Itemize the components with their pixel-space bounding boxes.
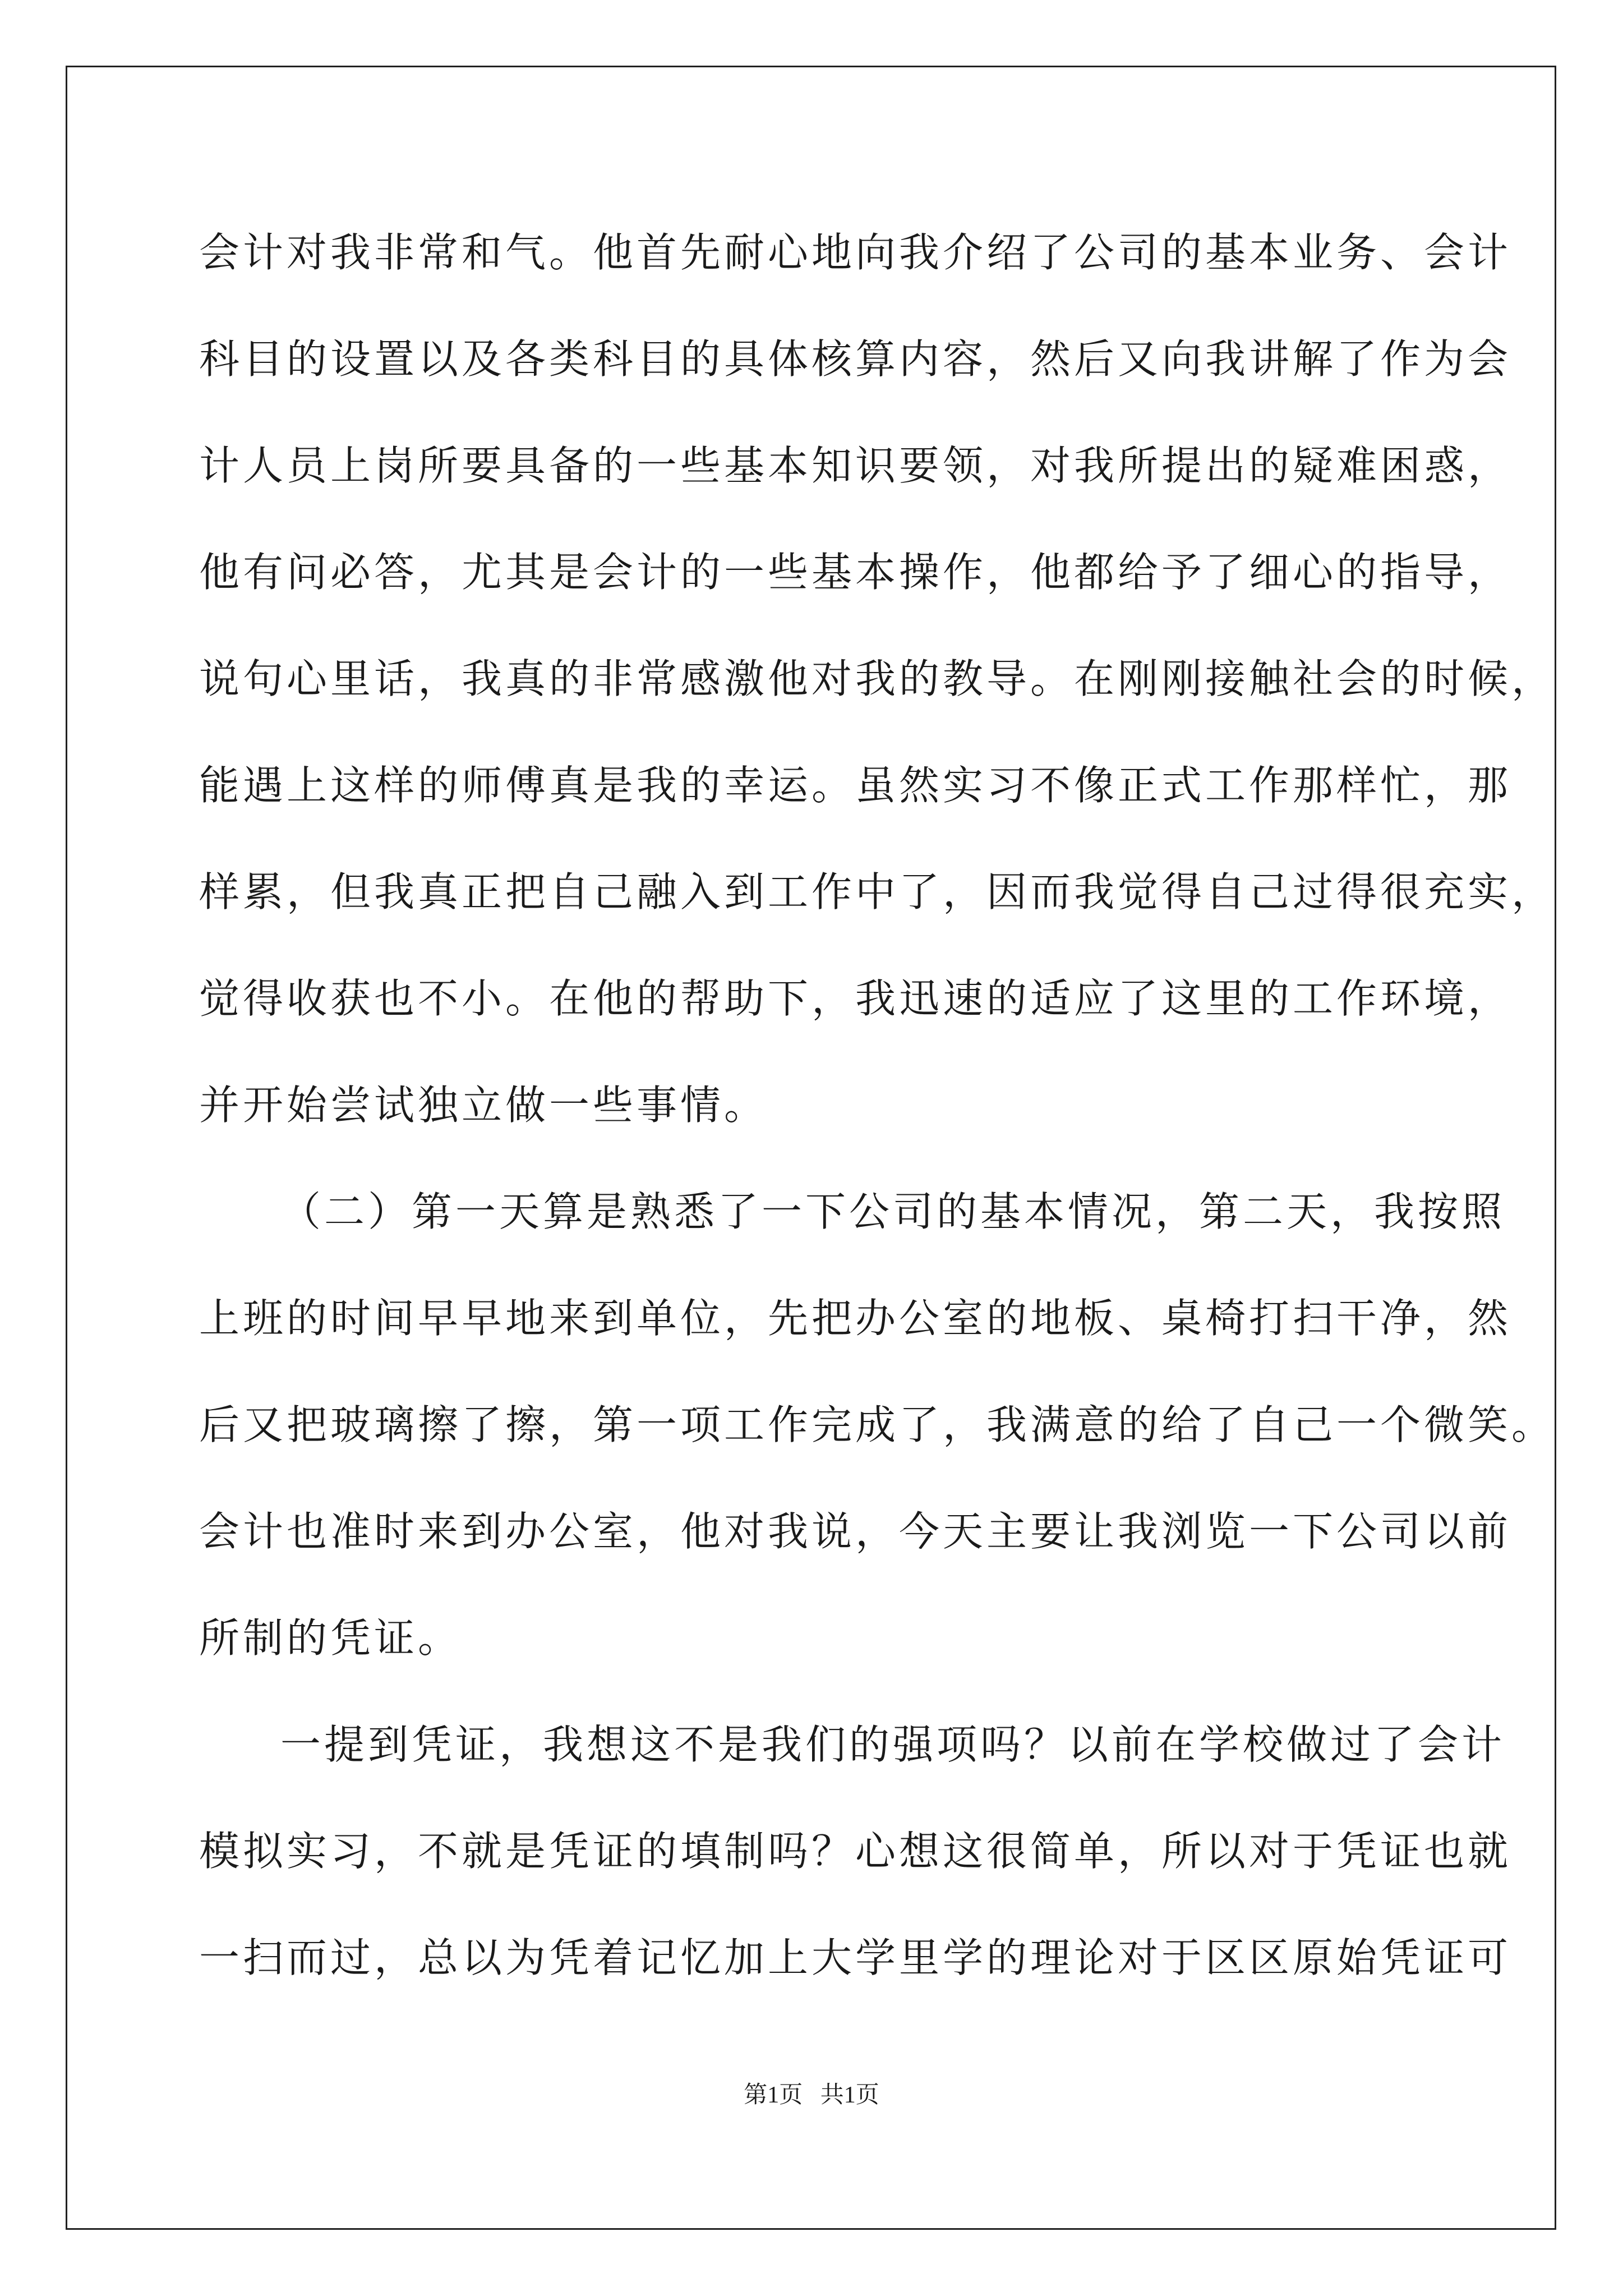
text-line: 计人员上岗所要具备的一些基本知识要领，对我所提出的疑难困惑， [199,442,1512,489]
text-line: 一扫而过，总以为凭着记忆加上大学里学的理论对于区区原始凭证可 [199,1934,1512,1981]
text-line: 觉得收获也不小。在他的帮助下，我迅速的适应了这里的工作环境， [199,975,1512,1022]
text-line: 会计对我非常和气。他首先耐心地向我介绍了公司的基本业务、会计 [199,229,1512,276]
text-line: 上班的时间早早地来到单位，先把办公室的地板、桌椅打扫干净，然 [199,1295,1512,1342]
text-line: 所制的凭证。 [199,1614,462,1662]
text-line: 样累，但我真正把自己融入到工作中了，因而我觉得自己过得很充实， [199,868,1556,915]
paragraph-first-line: （二）第一天算是熟悉了一下公司的基本情况，第二天，我按照 [280,1188,1506,1235]
text-line: 说句心里话，我真的非常感激他对我的教导。在刚刚接触社会的时候， [199,655,1556,702]
text-line: 科目的设置以及各类科目的具体核算内容，然后又向我讲解了作为会 [199,335,1512,383]
text-line: 并开始尝试独立做一些事情。 [199,1082,768,1129]
text-line: 能遇上这样的师傅真是我的幸运。虽然实习不像正式工作那样忙，那 [199,762,1512,809]
text-line: 模拟实习，不就是凭证的填制吗？心想这很简单，所以对于凭证也就 [199,1828,1512,1875]
text-line: 后又把玻璃擦了擦，第一项工作完成了，我满意的给了自己一个微笑。 [199,1401,1556,1448]
page-number: 第1页 共1页 [744,2082,879,2108]
text-line: 会计也准时来到办公室，他对我说，今天主要让我浏览一下公司以前 [199,1508,1512,1555]
text-line: 他有问必答，尤其是会计的一些基本操作，他都给予了细心的指导， [199,549,1512,596]
paragraph-first-line: 一提到凭证，我想这不是我们的强项吗？以前在学校做过了会计 [280,1721,1506,1768]
